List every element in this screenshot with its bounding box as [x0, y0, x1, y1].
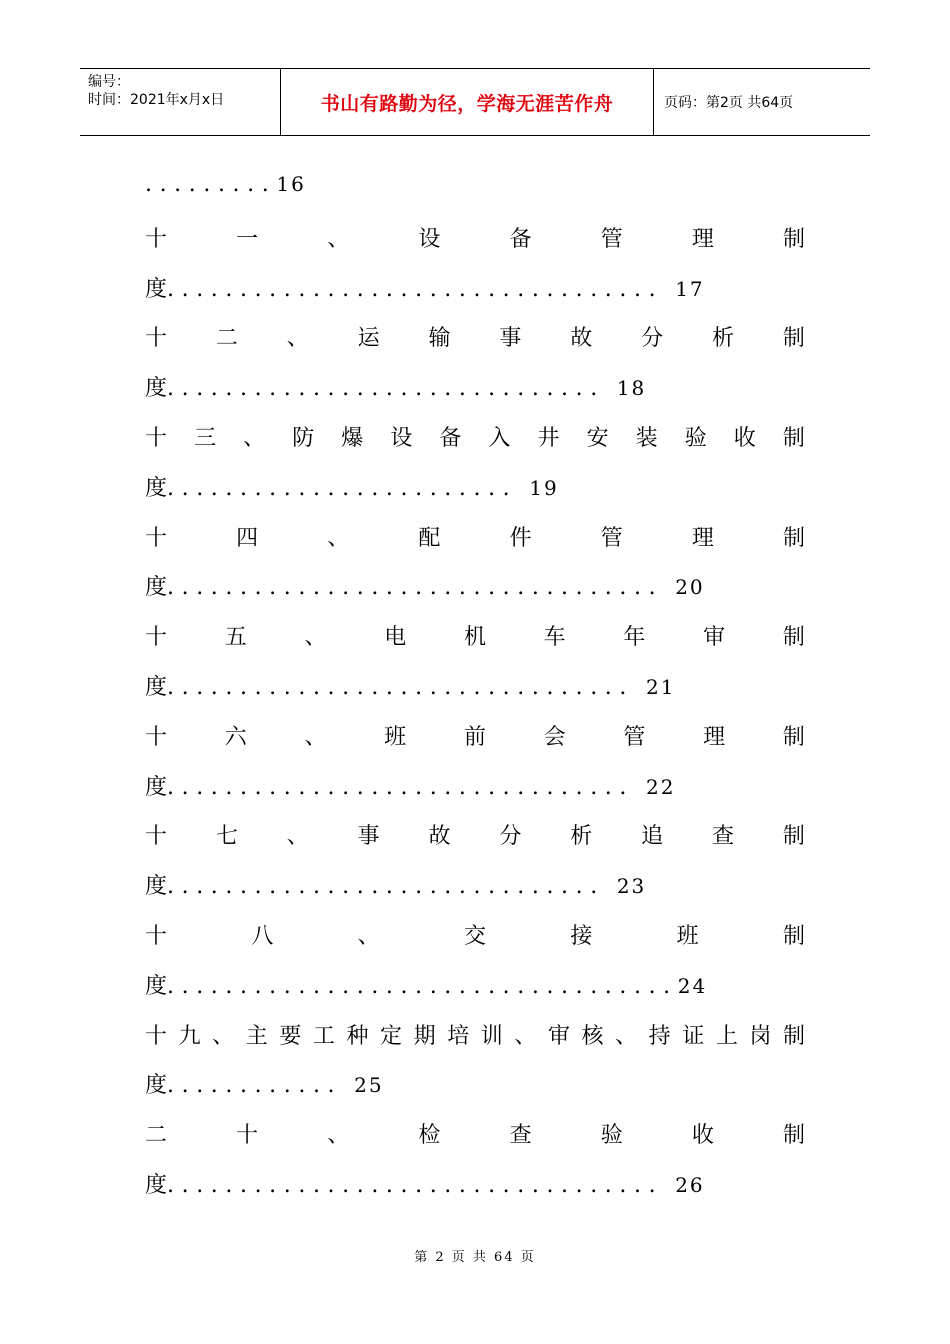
toc-title-char: 、 [286, 326, 309, 352]
toc-title-char: 入 [488, 426, 511, 451]
toc-title-char: 持 [648, 1023, 671, 1049]
toc-title-char: 制 [782, 226, 805, 252]
toc-page-number: 20 [675, 575, 705, 600]
toc-title-char: 故 [428, 824, 451, 850]
header-motto: 书山有路勤为径，学海无涯苦作舟 [281, 69, 654, 135]
toc-title-char: 四 [236, 525, 259, 551]
toc-title-char: 八 [251, 924, 274, 949]
toc-title-char: 管 [600, 525, 623, 551]
toc-title-char: 十 [145, 226, 168, 252]
toc-title-char: 制 [782, 724, 805, 750]
toc-leader-dots: .................................. [167, 276, 664, 302]
toc-title-char: 一 [236, 226, 259, 252]
toc-title-char: 、 [327, 226, 350, 252]
toc-title-char: 班 [676, 924, 699, 949]
toc-title-char: 上 [715, 1023, 738, 1049]
toc-title-char: 前 [463, 724, 486, 750]
toc-leader-dots: ........................ [167, 475, 518, 501]
toc-title-char: 制 [782, 924, 805, 949]
toc-entry-leader[interactable] [145, 272, 805, 302]
toc-title-char: 九 [178, 1023, 201, 1049]
toc-leader-dots: ................................ [167, 675, 634, 700]
toc-title-char: 、 [212, 1023, 235, 1049]
toc-title-char: 六 [224, 724, 247, 750]
toc-title-char: 岗 [749, 1023, 772, 1049]
toc-title-char: 查 [509, 1123, 532, 1149]
toc-leader-dots: ............ [167, 1073, 343, 1099]
toc-entry-leader[interactable] [145, 869, 805, 899]
toc-entry-title[interactable] [145, 620, 805, 650]
toc-title-char: 收 [733, 426, 756, 451]
toc-leader-dots: .............................. [167, 376, 605, 402]
toc-page-number: 24 [677, 973, 708, 998]
toc-title-char: 分 [641, 326, 664, 352]
toc-title-char: 要 [279, 1023, 302, 1049]
toc-title-char: 审 [703, 625, 726, 651]
toc-title-char: 、 [327, 525, 350, 551]
toc-title-char: 管 [623, 724, 646, 750]
toc-entry-title[interactable] [145, 919, 805, 949]
toc-title-char: 验 [684, 426, 707, 451]
toc-entry-title[interactable] [145, 720, 805, 750]
toc-title-char: 、 [304, 625, 327, 651]
toc-title-char: 故 [570, 326, 593, 352]
toc-entry-tail: 度 [145, 376, 168, 402]
toc-title-char: 管 [600, 226, 623, 252]
toc-title-char: 制 [782, 824, 805, 850]
toc-title-char: 主 [245, 1023, 268, 1049]
toc-title-char: 二 [145, 1123, 168, 1149]
toc-title-char: 防 [292, 426, 315, 451]
toc-title-char: 七 [215, 824, 238, 850]
toc-entry-leader[interactable] [145, 670, 805, 700]
toc-entry-tail: 度 [145, 774, 168, 800]
toc-title-char: 井 [537, 426, 560, 451]
toc-title-char: 交 [463, 924, 486, 949]
toc-title-char: 电 [384, 625, 407, 651]
toc-title-char: 查 [712, 824, 735, 850]
toc-entry-title[interactable] [145, 1118, 805, 1148]
toc-entry-tail: 度 [145, 575, 168, 601]
toc-title-char: 三 [194, 426, 217, 451]
toc-title-char: 车 [543, 625, 566, 651]
toc-title-char: 、 [615, 1023, 638, 1049]
toc-title-char: 制 [782, 1123, 805, 1149]
toc-title-char: 二 [215, 326, 238, 352]
toc-title-char: 十 [145, 924, 168, 949]
toc-title-char: 制 [782, 625, 805, 651]
toc-title-char: 十 [145, 1023, 168, 1049]
toc-title-char: 制 [782, 326, 805, 352]
toc-title-char: 十 [145, 525, 168, 551]
toc-title-char: 运 [357, 326, 380, 352]
toc-title-char: 验 [600, 1123, 623, 1149]
toc-title-char: 制 [782, 1023, 805, 1049]
header-time-label: 时间：2021年x月x日 [88, 92, 225, 108]
toc-title-char: 接 [570, 924, 593, 949]
toc-title-char: 事 [357, 824, 380, 850]
toc-title-char: 装 [635, 426, 658, 451]
toc-title-char: 追 [641, 824, 664, 850]
toc-title-char: 理 [691, 226, 714, 252]
toc-page-number: 23 [616, 874, 647, 899]
header-number-label: 编号： [88, 74, 130, 90]
toc-title-char: 备 [509, 226, 532, 252]
toc-title-char: 、 [286, 824, 309, 850]
toc-title-char: 定 [380, 1023, 403, 1049]
toc-entry-tail: 度 [145, 1173, 168, 1198]
toc-title-char: 培 [447, 1023, 470, 1049]
toc-page-number: 16 [276, 172, 306, 196]
toc-title-char: 种 [346, 1023, 369, 1049]
toc-title-char: 证 [682, 1023, 705, 1049]
toc-page-number: 26 [675, 1173, 705, 1197]
toc-entry-title[interactable] [145, 819, 805, 849]
toc-title-char: 十 [145, 724, 168, 750]
page-header [80, 68, 870, 136]
toc-leader-dots: ................................... [167, 973, 678, 999]
toc-title-char: 事 [499, 326, 522, 352]
toc-title-char: 审 [547, 1023, 570, 1049]
toc-page-number: 22 [646, 774, 676, 799]
toc-title-char: 、 [357, 924, 380, 949]
toc-title-char: 安 [586, 426, 609, 451]
toc-entry-leader[interactable] [145, 1068, 805, 1098]
toc-title-char: 、 [327, 1123, 350, 1149]
toc-entry-title[interactable] [145, 421, 805, 451]
toc-title-char: 析 [570, 824, 593, 850]
toc-entry-tail: 度 [145, 475, 168, 501]
toc-title-char: 期 [413, 1023, 436, 1049]
toc-title-char: 设 [390, 426, 413, 451]
toc-title-char: 理 [691, 525, 714, 551]
toc-title-char: 、 [304, 724, 327, 750]
toc-page-number: 25 [354, 1073, 384, 1098]
toc-title-char: 班 [384, 724, 407, 750]
toc-title-char: 理 [703, 724, 726, 750]
toc-title-char: 析 [712, 326, 735, 352]
toc-title-char: 备 [439, 426, 462, 451]
toc-title-char: 件 [509, 525, 532, 551]
toc-title-char: 会 [543, 724, 566, 750]
toc-entry-tail: 度 [145, 1073, 168, 1099]
toc-entry-title[interactable] [145, 521, 805, 551]
toc-page-number: 21 [646, 675, 676, 699]
toc-title-char: 、 [514, 1023, 537, 1049]
toc-entry-tail: 度 [145, 874, 168, 900]
toc-title-char: 分 [499, 824, 522, 850]
toc-page-number: 17 [675, 276, 705, 301]
toc-entry-title[interactable] [145, 321, 805, 351]
toc-title-char: 机 [463, 625, 486, 651]
toc-entry-leader[interactable] [145, 570, 805, 600]
toc-title-char: 、 [243, 426, 266, 451]
toc-title-char: 十 [236, 1123, 259, 1149]
toc-title-char: 输 [428, 326, 451, 352]
toc-title-char: 检 [418, 1123, 441, 1149]
toc-continuation-line[interactable] [145, 172, 805, 202]
toc-entry-leader[interactable] [145, 1168, 805, 1198]
toc-title-char: 十 [145, 326, 168, 352]
toc-title-char: 制 [782, 426, 805, 451]
toc-title-char: 十 [145, 824, 168, 850]
toc-entry-leader[interactable] [145, 770, 805, 800]
toc-title-char: 制 [782, 525, 805, 551]
toc-title-char: 配 [418, 525, 441, 551]
toc-title-char: 年 [623, 625, 646, 651]
toc-title-char: 十 [145, 625, 168, 651]
page-footer: 第 2 页 共 64 页 [414, 1250, 536, 1265]
toc-entry-title[interactable] [145, 222, 805, 252]
toc-title-char: 十 [145, 426, 168, 451]
toc-leader-dots: ......... [145, 172, 277, 197]
toc-entry-tail: 度 [145, 675, 168, 700]
toc-leader-dots: .................................. [167, 1173, 664, 1198]
toc-title-char: 爆 [341, 426, 364, 451]
toc-title-char: 设 [418, 226, 441, 252]
toc-page-number: 18 [616, 376, 647, 401]
toc-entry-leader[interactable] [145, 371, 805, 401]
header-meta [80, 69, 281, 135]
toc-title-char: 核 [581, 1023, 604, 1049]
toc-title-char: 训 [480, 1023, 503, 1049]
header-page-info: 页码：第2页 共64页 [664, 95, 794, 111]
toc-entry-leader[interactable] [145, 471, 805, 501]
toc-title-char: 收 [691, 1123, 714, 1149]
toc-page-number: 19 [529, 475, 559, 500]
toc-leader-dots: .................................. [167, 575, 664, 601]
toc-leader-dots: ................................ [167, 774, 634, 800]
toc-entry-title[interactable] [145, 1019, 805, 1049]
toc-leader-dots: .............................. [167, 874, 605, 900]
toc-title-char: 工 [312, 1023, 335, 1049]
toc-title-char: 五 [224, 625, 247, 651]
toc-entry-leader[interactable] [145, 969, 805, 999]
toc-entry-tail: 度 [145, 973, 168, 999]
toc-entry-tail: 度 [145, 276, 168, 302]
